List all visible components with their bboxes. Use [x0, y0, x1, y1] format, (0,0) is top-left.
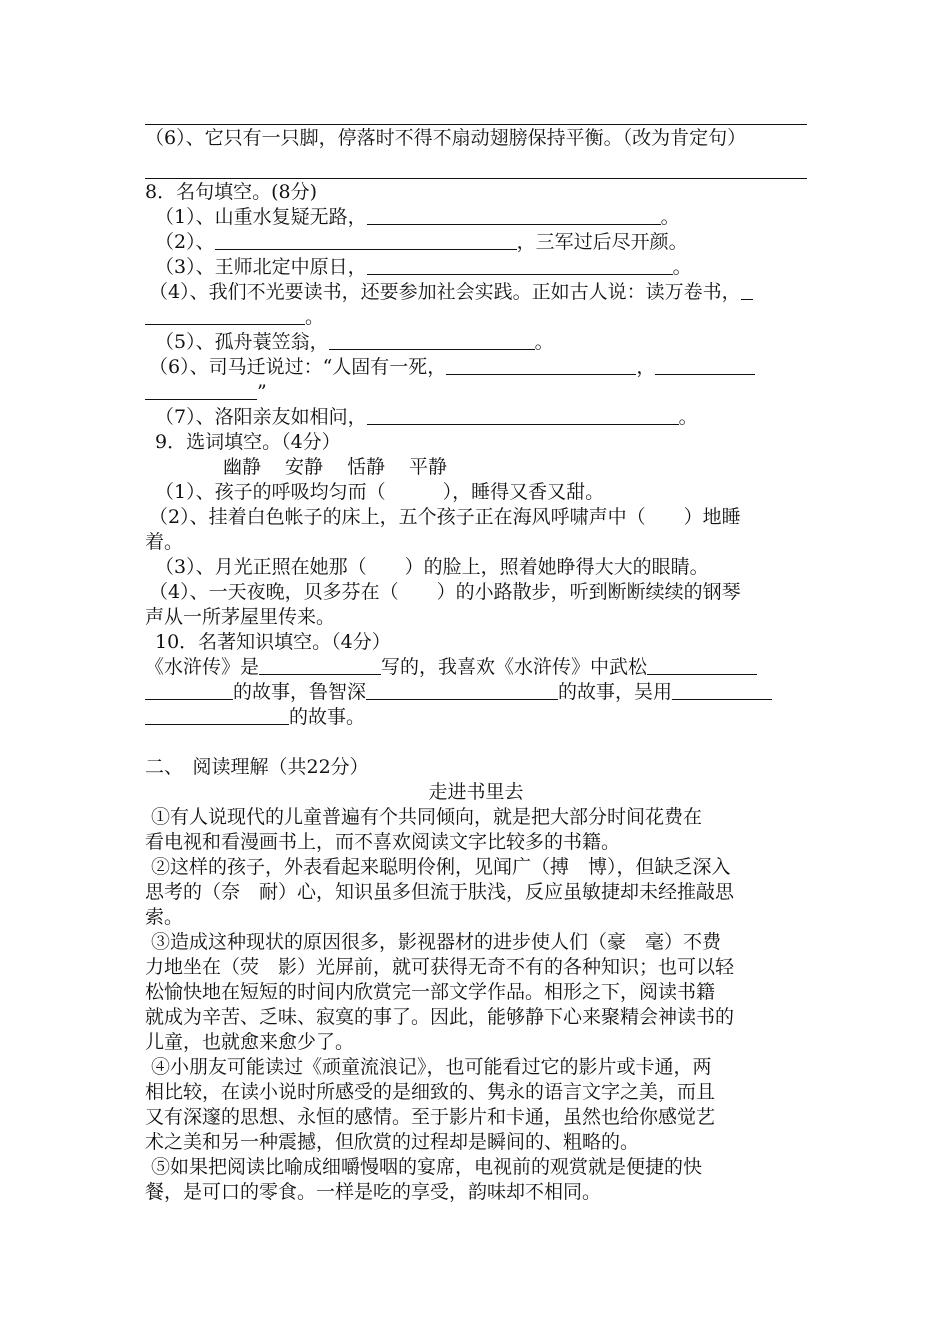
q9-item-1: （1）、孩子的呼吸均匀而（ ），睡得又香又甜。: [155, 481, 605, 503]
q8-item-1: （1）、山重水复疑无路， 。: [155, 206, 680, 228]
answer-line[interactable]: [145, 178, 807, 179]
passage-paragraph-line: 看电视和看漫画书上，而不喜欢阅读文字比较多的书籍。: [145, 831, 621, 853]
passage-paragraph-line: ③造成这种现状的原因很多，影视器材的进步使人们（豪 毫）不费: [151, 931, 722, 953]
passage-paragraph-line: 餐，是可口的零食。一样是吃的享受，韵味却不相同。: [145, 1181, 602, 1203]
fill-blank[interactable]: [145, 306, 305, 325]
q8-item-6-cont: ”: [145, 380, 807, 404]
fill-blank[interactable]: [145, 681, 233, 700]
passage-paragraph-line: 索。: [145, 906, 184, 928]
fill-blank[interactable]: [259, 656, 381, 675]
passage-title: 走进书里去: [428, 781, 524, 803]
passage-paragraph-line: 又有深邃的思想、永恒的感情。至于影片和卡通，虽然也给你感觉艺: [145, 1106, 716, 1128]
passage-paragraph-line: ⑤如果把阅读比喻成细嚼慢咽的宴席，电视前的观赏就是便捷的快: [151, 1156, 703, 1178]
fill-blank[interactable]: [647, 656, 757, 675]
q9-heading: 9．选词填空。（4分）: [155, 431, 341, 453]
passage-paragraph-line: ④小朋友可能读过《顽童流浪记》，也可能看过它的影片或卡通，两: [151, 1056, 712, 1078]
fill-blank[interactable]: [367, 206, 661, 225]
fill-blank[interactable]: [329, 331, 535, 350]
q9-word: 安静: [285, 456, 324, 478]
passage-paragraph-line: 松愉快地在短短的时间内欣赏完一部文学作品。相形之下，阅读书籍: [145, 981, 716, 1003]
passage-paragraph-line: 力地坐在（荧 影）光屏前，就可获得无奇不有的各种知识；也可以轻: [145, 956, 735, 978]
q8-item-2: （2）、 ，三军过后尽开颜。: [155, 231, 688, 253]
fill-blank[interactable]: [145, 706, 289, 725]
q8-item-4-cont: 。: [145, 305, 807, 329]
fill-blank[interactable]: [655, 356, 755, 375]
q8-item-3: （3）、王师北定中原日， 。: [155, 256, 692, 278]
fill-blank[interactable]: [367, 256, 673, 275]
passage-paragraph-line: 术之美和另一种震撼，但欣赏的过程却是瞬间的、粗略的。: [145, 1131, 640, 1153]
fill-blank[interactable]: [367, 406, 679, 425]
q8-item-7: （7）、洛阳亲友如相问， 。: [155, 406, 698, 428]
q6-text: （6）、它只有一只脚，停落时不得不扇动翅膀保持平衡。（改为肯定句）: [145, 127, 747, 149]
passage-paragraph-line: 思考的（奈 耐）心，知识虽多但流于肤浅，反应虽敏捷却未经推敲思: [145, 881, 735, 903]
passage-paragraph-line: ②这样的孩子，外表看起来聪明伶俐，见闻广（搏 博），但缺乏深入: [151, 856, 731, 878]
fill-blank[interactable]: [215, 231, 517, 250]
passage-paragraph-line: 相比较，在读小说时所感受的是细致的、隽永的语言文字之美，而且: [145, 1081, 716, 1103]
q9-word-bank: [223, 455, 885, 479]
fill-blank[interactable]: [145, 381, 257, 400]
passage-paragraph-line: 就成为辛苦、乏味、寂寞的事了。因此，能够静下心来聚精会神读书的: [145, 1006, 735, 1028]
fill-blank[interactable]: [741, 281, 753, 300]
answer-line[interactable]: [145, 124, 807, 125]
passage-paragraph-line: ①有人说现代的儿童普遍有个共同倾向，就是把大部分时间花费在: [151, 806, 703, 828]
q9-word: 幽静: [223, 456, 262, 478]
q9-item-4: （4）、一天夜晚，贝多芬在（ ）的小路散步，听到断断续续的钢琴: [149, 581, 741, 603]
q10-heading: 10．名著知识填空。（4分）: [155, 631, 391, 653]
q8-item-6: （6）、司马迁说过：“人固有一死， ，: [149, 355, 811, 379]
passage-paragraph-line: 儿童，也就愈来愈少了。: [145, 1031, 355, 1053]
q9-word: 恬静: [347, 456, 386, 478]
q10-line-2: 的故事，鲁智深 的故事，吴用: [145, 680, 807, 704]
q9-word: 平静: [409, 456, 448, 478]
q8-item-4: （4）、我们不光要读书，还要参加社会实践。正如古人说：读万卷书，: [149, 280, 811, 304]
q8-heading: 8．名句填空。(8分): [145, 181, 318, 203]
fill-blank[interactable]: [446, 356, 636, 375]
q9-item-4-cont: 声从一所茅屋里传来。: [145, 606, 336, 628]
fill-blank[interactable]: [366, 681, 558, 700]
q10-line-1: 《水浒传》是 写的，我喜欢《水浒传》中武松: [145, 655, 807, 679]
q9-item-3: （3）、月光正照在她那（ ）的脸上，照着她睁得大大的眼睛。: [155, 556, 709, 578]
q9-item-2-cont: 着。: [145, 531, 184, 553]
q8-item-5: （5）、孤舟蓑笠翁， 。: [155, 331, 554, 353]
q9-item-2: （2）、挂着白色帐子的床上，五个孩子正在海风呼啸声中（ ）地睡: [149, 506, 741, 528]
q10-line-3: 的故事。: [145, 705, 807, 729]
section-heading: 二、 阅读理解（共22分）: [145, 756, 369, 778]
fill-blank[interactable]: [672, 681, 772, 700]
